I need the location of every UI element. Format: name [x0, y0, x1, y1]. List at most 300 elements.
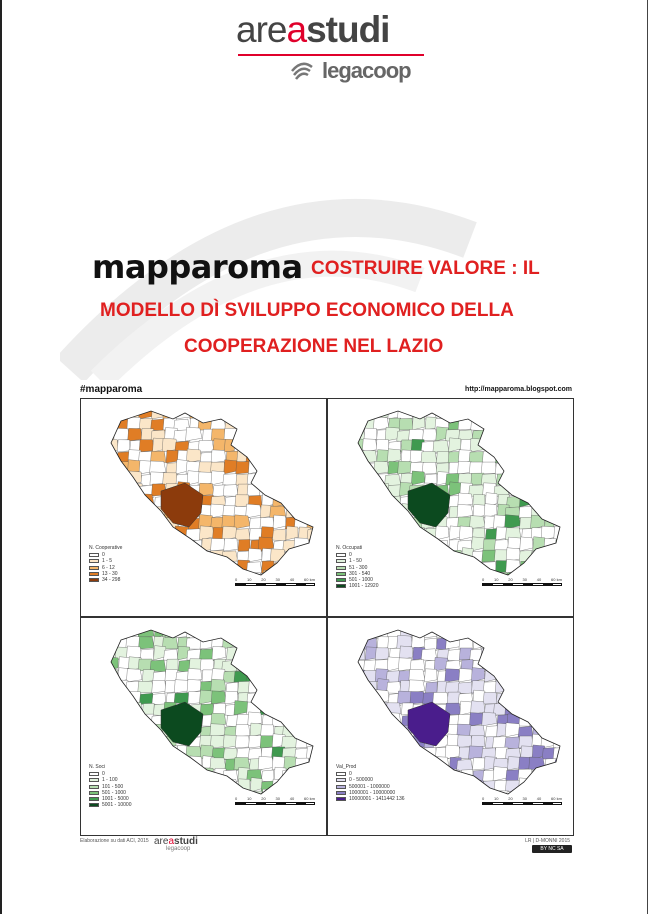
legend-label: 0	[349, 552, 352, 559]
municipality-area	[298, 670, 310, 682]
municipality-area	[106, 419, 118, 431]
figure-credit-right: LR | D-MONNI 2015	[525, 838, 570, 844]
municipality-area	[166, 745, 178, 759]
logo-wordmark	[236, 10, 389, 50]
municipality-area	[508, 438, 521, 452]
municipality-area	[363, 484, 377, 496]
municipality-area	[139, 440, 154, 452]
municipality-area	[481, 462, 497, 474]
municipality-area	[247, 638, 262, 650]
municipality-area	[164, 792, 178, 804]
municipality-area	[283, 494, 298, 507]
municipality-area	[258, 648, 274, 660]
municipality-area	[376, 483, 389, 496]
municipality-area	[199, 526, 214, 540]
municipality-area	[150, 792, 166, 804]
municipality-area	[363, 670, 377, 682]
page-border-left	[0, 0, 2, 914]
municipality-area	[555, 781, 569, 793]
municipality-area	[163, 528, 178, 540]
municipality-area	[553, 430, 569, 442]
municipality-area	[496, 693, 509, 705]
legend-label: 51 - 300	[349, 564, 368, 571]
legend-swatch	[89, 772, 99, 776]
municipality-area	[128, 702, 142, 715]
legend-row	[89, 802, 131, 808]
municipality-area	[554, 648, 569, 660]
municipality-area	[448, 407, 461, 419]
municipality-area	[434, 756, 449, 770]
municipality-area	[102, 484, 118, 496]
municipality-area	[482, 624, 497, 638]
municipality-area	[422, 756, 437, 770]
municipality-area	[349, 515, 365, 529]
municipality-area	[105, 682, 118, 694]
municipality-area	[130, 484, 142, 496]
municipality-area	[554, 451, 569, 463]
municipality-area	[472, 758, 485, 770]
municipality-area	[421, 649, 437, 661]
municipality-area	[399, 516, 413, 529]
municipality-area	[103, 704, 118, 716]
municipality-area	[387, 548, 401, 562]
municipality-area	[307, 516, 322, 529]
municipality-area	[260, 702, 274, 715]
municipality-area	[272, 472, 286, 485]
municipality-area	[238, 539, 250, 551]
municipality-area	[424, 791, 437, 803]
municipality-area	[485, 441, 497, 453]
municipality-area	[309, 484, 322, 496]
municipality-area	[246, 451, 262, 463]
legend-label: 301 - 540	[349, 570, 371, 577]
municipality-area	[235, 736, 250, 748]
municipality-area	[210, 724, 226, 737]
municipality-area	[449, 550, 461, 562]
municipality-area	[434, 778, 449, 792]
municipality-area	[296, 430, 310, 442]
municipality-area	[223, 485, 238, 497]
scale-label: 60 km	[304, 796, 315, 801]
municipality-area	[295, 681, 310, 693]
municipality-area	[152, 748, 166, 760]
municipality-area	[411, 538, 425, 551]
municipality-area	[154, 759, 166, 771]
municipality-area	[495, 680, 509, 693]
municipality-area	[529, 658, 545, 671]
legend-swatch	[89, 572, 99, 576]
legend-label: 13 - 30	[102, 570, 118, 577]
municipality-area	[165, 759, 178, 771]
municipality-area	[310, 682, 322, 694]
municipality-area	[529, 450, 545, 463]
municipality-area	[298, 657, 310, 671]
municipality-area	[138, 779, 154, 792]
municipality-area	[258, 440, 274, 452]
municipality-area	[105, 507, 118, 519]
municipality-area	[545, 635, 557, 649]
municipality-area	[521, 484, 533, 496]
municipality-area	[361, 517, 377, 529]
municipality-area	[445, 570, 461, 584]
municipality-area	[294, 538, 310, 551]
municipality-area	[284, 637, 298, 649]
municipality-area	[434, 561, 449, 573]
municipality-area	[114, 714, 130, 726]
municipality-area	[545, 648, 557, 660]
municipality-area	[249, 407, 262, 419]
municipality-area	[350, 735, 365, 748]
municipality-area	[262, 430, 274, 442]
municipality-area	[141, 792, 154, 804]
municipality-area	[174, 756, 190, 770]
municipality-area	[310, 463, 322, 475]
municipality-area	[282, 770, 298, 782]
legacoop-swirl-icon	[288, 57, 316, 81]
municipality-area	[308, 504, 322, 518]
scale-label: 10	[247, 796, 252, 801]
legend-swatch	[89, 803, 99, 807]
municipality-area	[532, 770, 545, 782]
municipality-area	[521, 440, 533, 452]
municipality-area	[310, 561, 322, 573]
legend-occupati	[336, 545, 378, 589]
municipality-area	[126, 573, 142, 585]
scale-label: 40	[289, 796, 295, 801]
municipality-area	[387, 735, 401, 748]
legend-label: 5001 - 10000	[102, 802, 132, 809]
municipality-area	[286, 429, 298, 441]
municipality-area	[154, 781, 166, 793]
municipality-area	[377, 538, 389, 551]
municipality-area	[284, 659, 298, 671]
logo-a-text: a	[286, 9, 307, 50]
municipality-area	[533, 703, 545, 715]
municipality-area	[296, 637, 310, 649]
municipality-area	[296, 714, 310, 726]
legend-label: 101 - 500	[102, 783, 124, 790]
municipality-area	[553, 438, 569, 452]
municipality-area	[352, 474, 365, 486]
scale-label: 20	[261, 796, 266, 801]
municipality-area	[387, 505, 401, 518]
municipality-area	[497, 440, 509, 452]
logo-legacoop-text: legacoop	[322, 58, 411, 83]
scale-label: 40	[536, 796, 542, 801]
municipality-area	[377, 494, 389, 507]
municipality-area	[250, 723, 262, 737]
municipality-area	[307, 529, 322, 541]
municipality-area	[249, 735, 262, 748]
municipality-area	[485, 405, 497, 419]
municipality-area	[553, 626, 569, 638]
scale-bar	[482, 796, 562, 812]
municipality-area	[353, 704, 365, 716]
municipality-area	[543, 562, 557, 574]
municipality-area	[518, 418, 533, 430]
municipality-area	[508, 474, 521, 486]
municipality-area	[409, 680, 425, 693]
municipality-area	[117, 626, 130, 638]
municipality-area	[386, 540, 401, 552]
municipality-area	[283, 452, 298, 464]
municipality-area	[553, 549, 569, 562]
municipality-area	[105, 746, 118, 759]
municipality-area	[260, 450, 274, 463]
municipality-area	[310, 768, 322, 781]
legend-swatch	[336, 584, 346, 588]
municipality-area	[542, 419, 557, 431]
municipality-area	[353, 461, 365, 474]
municipality-area	[413, 758, 425, 770]
scale-label: 30	[522, 796, 527, 801]
municipality-area	[458, 792, 473, 804]
municipality-area	[364, 725, 377, 737]
municipality-area	[542, 430, 557, 442]
municipality-area	[409, 780, 425, 792]
municipality-area	[421, 451, 437, 463]
legend-label: 0	[102, 771, 105, 778]
municipality-area	[106, 408, 118, 420]
scale-labels	[235, 796, 315, 801]
scale-label: 60 km	[304, 577, 315, 582]
municipality-area	[433, 441, 449, 453]
municipality-area	[377, 637, 389, 649]
municipality-area	[212, 573, 226, 585]
legend-label: 0	[102, 552, 105, 559]
legend-label: 501 - 1000	[349, 576, 373, 583]
legend-title: Val_Prod	[336, 764, 357, 770]
municipality-area	[222, 405, 238, 419]
municipality-area	[349, 692, 365, 704]
municipality-area	[434, 540, 449, 552]
municipality-area	[362, 439, 377, 452]
municipality-area	[531, 670, 545, 682]
municipality-area	[506, 624, 521, 638]
municipality-area	[166, 450, 178, 463]
municipality-area	[259, 474, 274, 486]
municipality-area	[103, 636, 118, 649]
municipality-area	[553, 748, 569, 760]
municipality-area	[555, 539, 569, 551]
municipality-area	[495, 449, 509, 463]
municipality-area	[178, 769, 190, 781]
municipality-area	[447, 649, 461, 661]
municipality-area	[297, 692, 310, 704]
municipality-area	[117, 440, 130, 452]
municipality-area	[114, 703, 130, 715]
municipality-area	[361, 406, 377, 419]
municipality-area	[397, 572, 413, 584]
municipality-area	[425, 538, 437, 551]
municipality-area	[310, 715, 322, 727]
municipality-area	[260, 627, 274, 639]
municipality-area	[103, 735, 118, 748]
municipality-area	[202, 624, 214, 638]
municipality-area	[388, 485, 401, 497]
municipality-area	[166, 779, 178, 792]
municipality-area	[445, 745, 461, 759]
municipality-area	[286, 627, 298, 639]
municipality-area	[261, 770, 274, 782]
municipality-area	[104, 471, 118, 485]
municipality-area	[129, 496, 142, 508]
municipality-area	[102, 715, 118, 727]
municipality-area	[421, 549, 437, 562]
municipality-area	[424, 638, 437, 650]
municipality-area	[150, 529, 166, 541]
municipality-area	[294, 648, 310, 660]
municipality-area	[555, 635, 569, 649]
scale-label: 10	[494, 577, 499, 582]
municipality-area	[459, 407, 473, 419]
municipality-area	[544, 669, 557, 682]
municipality-area	[164, 562, 178, 574]
legend-label: 1 - 5	[102, 558, 113, 565]
municipality-area	[460, 627, 473, 639]
municipality-area	[129, 561, 142, 573]
municipality-area	[297, 463, 310, 475]
footer-logo-studi: studi	[174, 836, 198, 847]
municipality-area	[387, 528, 401, 540]
legend-swatch	[336, 572, 346, 576]
municipality-area	[494, 627, 509, 639]
municipality-area	[363, 495, 377, 507]
municipality-area	[364, 504, 377, 518]
municipality-area	[258, 756, 274, 770]
map-panel-soci	[80, 617, 327, 836]
municipality-area	[397, 407, 413, 419]
municipality-area	[471, 668, 485, 682]
municipality-area	[283, 681, 298, 693]
municipality-area	[286, 484, 298, 496]
legend-swatch	[336, 778, 346, 782]
municipality-area	[115, 726, 130, 738]
municipality-area	[306, 439, 322, 452]
map-figure	[78, 384, 576, 854]
legend-row	[89, 577, 122, 583]
municipality-area	[126, 669, 142, 682]
municipality-area	[250, 429, 262, 441]
municipality-area	[542, 449, 557, 463]
municipality-area	[297, 405, 310, 419]
municipality-area	[163, 473, 178, 485]
municipality-area	[483, 428, 497, 441]
municipality-area	[150, 737, 166, 749]
municipality-area	[519, 647, 533, 660]
municipality-area	[223, 474, 238, 486]
municipality-area	[234, 515, 250, 529]
municipality-area	[530, 715, 545, 727]
municipality-area	[272, 429, 286, 441]
municipality-area	[102, 725, 118, 737]
municipality-area	[556, 484, 569, 496]
municipality-area	[544, 703, 557, 715]
municipality-area	[236, 624, 250, 638]
municipality-area	[519, 638, 533, 650]
municipality-area	[106, 692, 118, 704]
cc-license-badge: BY NC SA	[532, 845, 572, 853]
municipality-area	[310, 494, 322, 507]
municipality-area	[307, 419, 322, 431]
municipality-area	[529, 407, 545, 419]
municipality-area	[139, 507, 154, 519]
scale-bar	[235, 796, 315, 812]
municipality-area	[261, 725, 274, 737]
municipality-area	[555, 671, 569, 683]
municipality-area	[353, 495, 365, 507]
municipality-area	[385, 712, 401, 726]
footer-logo-a: a	[168, 836, 175, 847]
municipality-area	[553, 737, 569, 749]
municipality-area	[234, 439, 250, 452]
legend-val-prod	[336, 764, 405, 802]
municipality-area	[200, 790, 214, 803]
municipality-area	[306, 649, 322, 661]
municipality-area	[387, 449, 401, 463]
map-panel-val-prod	[327, 617, 574, 836]
municipality-area	[483, 682, 497, 694]
municipality-area	[374, 505, 389, 518]
municipality-area	[542, 484, 557, 496]
municipality-area	[554, 526, 569, 540]
municipality-area	[246, 670, 262, 682]
municipality-area	[495, 649, 509, 661]
municipality-area	[222, 779, 238, 792]
municipality-area	[272, 648, 286, 660]
municipality-area	[473, 627, 485, 639]
municipality-area	[399, 418, 413, 430]
municipality-area	[554, 659, 569, 671]
municipality-area	[272, 693, 286, 705]
legend-swatch	[336, 772, 346, 776]
municipality-area	[128, 747, 142, 759]
municipality-area	[200, 405, 214, 419]
municipality-area	[294, 417, 310, 430]
map-panel-occupati	[327, 398, 574, 617]
municipality-area	[308, 725, 322, 737]
municipality-area	[377, 571, 389, 584]
municipality-area	[349, 529, 365, 541]
municipality-area	[350, 748, 365, 760]
municipality-area	[533, 693, 545, 705]
scale-bar-line	[235, 583, 315, 586]
municipality-area	[238, 429, 250, 441]
municipality-area	[423, 769, 437, 781]
legend-title: N. Cooperative	[89, 545, 123, 551]
municipality-area	[389, 561, 401, 573]
municipality-area	[436, 451, 449, 463]
municipality-area	[410, 748, 425, 760]
municipality-area	[166, 573, 178, 585]
municipality-area	[485, 726, 497, 738]
municipality-area	[519, 405, 533, 419]
municipality-area	[435, 407, 449, 419]
scale-labels	[482, 796, 562, 801]
municipality-area	[493, 408, 509, 420]
municipality-area	[295, 626, 310, 638]
municipality-area	[187, 792, 202, 804]
municipality-area	[519, 693, 533, 705]
municipality-area	[116, 693, 130, 705]
municipality-area	[175, 548, 190, 562]
municipality-area	[226, 561, 238, 573]
municipality-area	[352, 724, 365, 737]
municipality-area	[259, 660, 274, 672]
municipality-area	[235, 529, 250, 541]
municipality-area	[483, 692, 497, 704]
municipality-area	[308, 668, 322, 682]
